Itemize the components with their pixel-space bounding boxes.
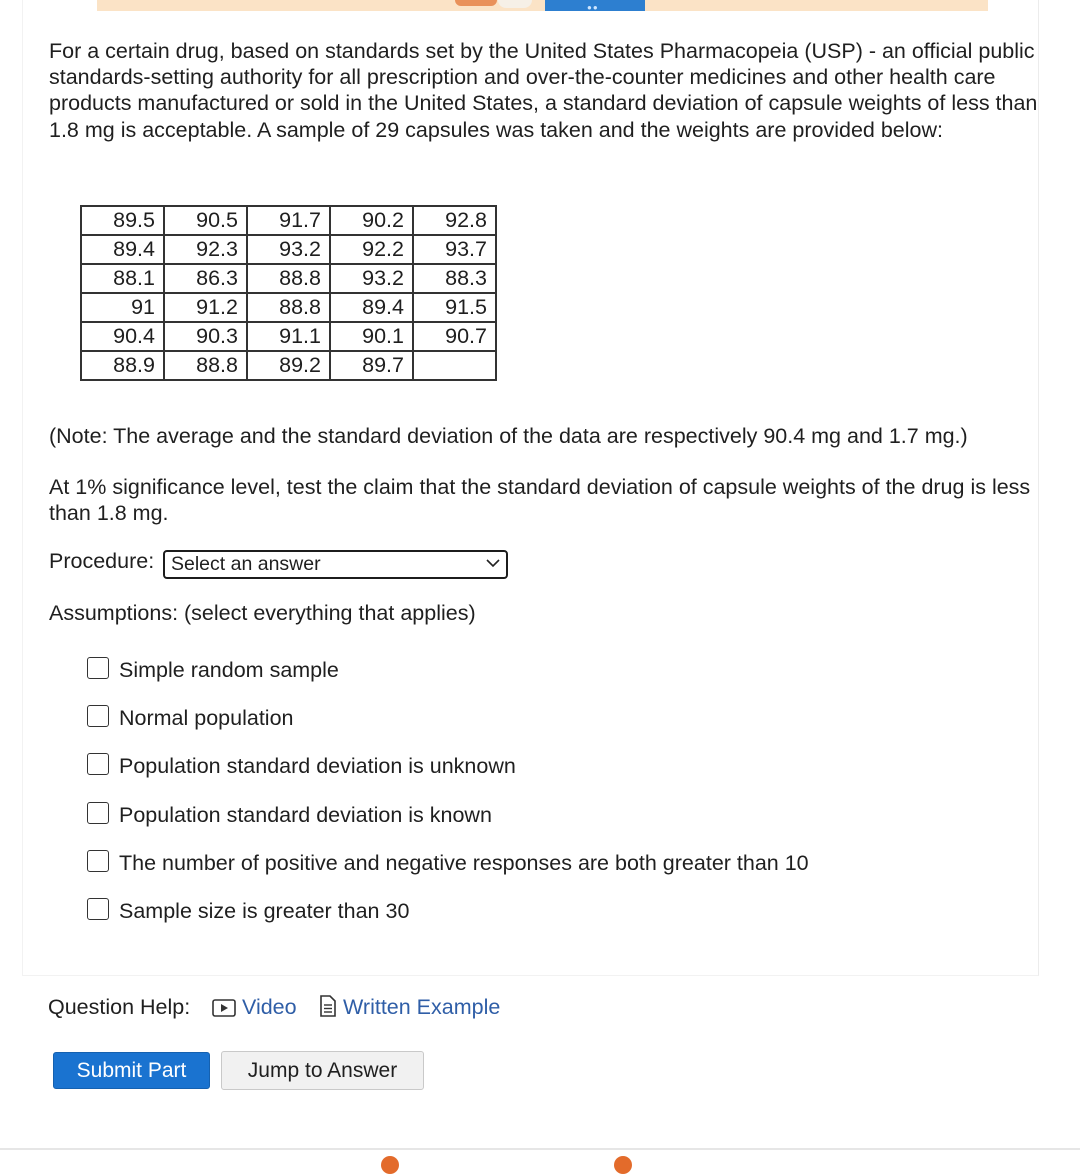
banner-dots-icon: ●●	[587, 3, 599, 12]
table-cell: 88.8	[247, 293, 330, 322]
table-cell: 88.3	[413, 264, 496, 293]
table-cell: 89.5	[81, 206, 164, 235]
table-cell: 88.8	[247, 264, 330, 293]
table-cell: 89.2	[247, 351, 330, 380]
table-cell: 91.5	[413, 293, 496, 322]
table-cell: 91.7	[247, 206, 330, 235]
checkbox[interactable]	[87, 657, 109, 679]
table-cell: 89.4	[81, 235, 164, 264]
assumption-option-label: Normal population	[119, 706, 294, 730]
table-cell: 93.2	[247, 235, 330, 264]
written-example-link-text: Written Example	[343, 995, 501, 1019]
capsule-weights-table	[80, 205, 497, 381]
table-cell: 88.1	[81, 264, 164, 293]
checkbox[interactable]	[87, 850, 109, 872]
bottom-decoration	[381, 1156, 399, 1174]
document-icon	[319, 995, 337, 1017]
procedure-label: Procedure:	[49, 549, 155, 573]
assumption-option-label: Sample size is greater than 30	[119, 899, 410, 923]
submit-part-button[interactable]: Submit Part	[53, 1052, 210, 1089]
table-cell: 92.2	[330, 235, 413, 264]
written-example-link[interactable]	[319, 995, 500, 1020]
table-cell: 91.2	[164, 293, 247, 322]
video-help-link[interactable]	[212, 995, 297, 1020]
table-cell: 89.7	[330, 351, 413, 380]
jump-to-answer-button[interactable]: Jump to Answer	[221, 1051, 424, 1090]
checkbox[interactable]	[87, 802, 109, 824]
table-cell: 92.8	[413, 206, 496, 235]
table-cell: 90.2	[330, 206, 413, 235]
bottom-divider	[0, 1148, 1080, 1150]
procedure-selected-value: Select an answer	[171, 553, 321, 575]
problem-claim: At 1% significance level, test the claim that the standard deviation of capsule weights of the drug is less than 1.8 mg.	[49, 475, 1031, 525]
table-cell: 93.2	[330, 264, 413, 293]
question-help-label: Question Help:	[48, 995, 191, 1019]
table-cell	[413, 351, 496, 380]
assumption-option-label: Population standard deviation is known	[119, 803, 492, 827]
table-row	[81, 322, 496, 351]
table-cell: 92.3	[164, 235, 247, 264]
bottom-decoration	[614, 1156, 632, 1174]
assumption-option-label: Simple random sample	[119, 658, 339, 682]
table-cell: 90.5	[164, 206, 247, 235]
table-cell: 93.7	[413, 235, 496, 264]
checkbox[interactable]	[87, 898, 109, 920]
table-cell: 88.9	[81, 351, 164, 380]
table-cell: 86.3	[164, 264, 247, 293]
procedure-select[interactable]	[163, 550, 508, 579]
table-cell: 89.4	[330, 293, 413, 322]
assumption-option-label: Population standard deviation is unknown	[119, 754, 516, 778]
table-cell: 90.1	[330, 322, 413, 351]
chevron-down-icon	[486, 556, 500, 570]
assumptions-label: Assumptions: (select everything that applies)	[49, 601, 476, 625]
table-cell: 91.1	[247, 322, 330, 351]
table-row	[81, 293, 496, 322]
table-cell: 90.4	[81, 322, 164, 351]
assumption-option-label: The number of positive and negative responses are both greater than 10	[119, 851, 809, 875]
table-row	[81, 264, 496, 293]
table-cell: 88.8	[164, 351, 247, 380]
table-row	[81, 235, 496, 264]
video-link-text: Video	[242, 995, 297, 1019]
table-row	[81, 206, 496, 235]
table-row	[81, 351, 496, 380]
table-cell: 90.3	[164, 322, 247, 351]
video-icon	[212, 999, 236, 1017]
checkbox[interactable]	[87, 753, 109, 775]
table-cell: 91	[81, 293, 164, 322]
checkbox[interactable]	[87, 705, 109, 727]
problem-note: (Note: The average and the standard deviation of the data are respectively 90.4 mg and 1.7 mg.)	[49, 424, 968, 448]
problem-intro: For a certain drug, based on standards set by the United States Pharmacopeia (USP) - an official public standards-setting authority for all prescription and over-the-counter medicines and other health care products manufactured or sold in the United States, a standard deviation of capsule weights of less than 1.8 mg is acceptable. A sample of 29 capsules was taken and the weights are provided below:	[49, 39, 1038, 142]
table-cell: 90.7	[413, 322, 496, 351]
